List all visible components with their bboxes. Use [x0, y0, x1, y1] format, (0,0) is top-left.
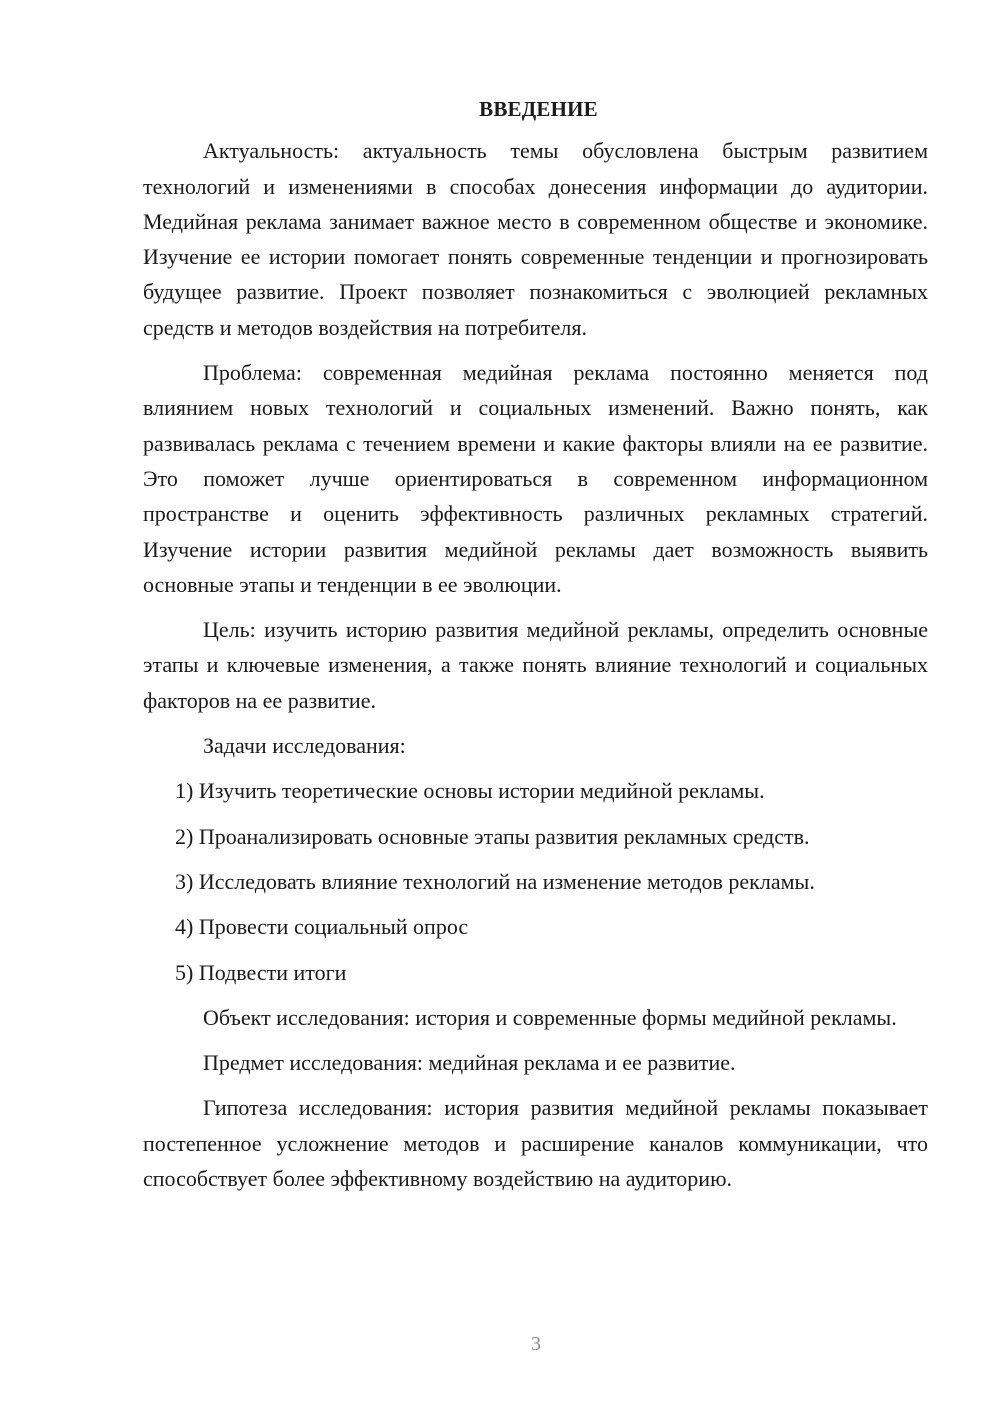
section-heading: ВВЕДЕНИЕ [479, 97, 598, 121]
tasks-list [143, 773, 928, 989]
task-item-5: 5) Подвести итоги [175, 959, 347, 985]
page-number: 3 [531, 1333, 541, 1355]
subject-paragraph: Предмет исследования: медийная реклама и ее развитие. [203, 1050, 736, 1076]
task-item-3: 3) Исследовать влияние технологий на изменение методов рекламы. [175, 868, 815, 894]
object-paragraph: Объект исследования: история и современные формы медийной рекламы. [203, 1004, 897, 1030]
hypothesis-paragraph: Гипотеза исследования: история развития медийной рекламы показывает постепенное усложнение методов и расширение каналов коммуникации, что способствует более эффективному воздействию на аудиторию. [143, 1095, 928, 1192]
relevance-paragraph: Актуальность: актуальность темы обусловлена быстрым развитием технологий и изменениями в способах донесения информации до аудитории. Медийная реклама занимает важное место в современном обществе и экономике. Изучение ее истории помогает понять современные тенденции и прогнозировать будущее развитие. Проект позволяет познакомиться с эволюцией рекламных средств и методов воздействия на потребителя. [143, 138, 928, 340]
tasks-heading: Задачи исследования: [203, 733, 406, 759]
goal-paragraph: Цель: изучить историю развития медийной рекламы, определить основные этапы и ключевые изменения, а также понять влияние технологий и социальных факторов на ее развитие. [143, 617, 928, 713]
task-item-4: 4) Провести социальный опрос [175, 914, 469, 940]
page-content [143, 92, 928, 1206]
task-item-1: 1) Изучить теоретические основы истории медийной рекламы. [175, 778, 765, 804]
problem-paragraph: Проблема: современная медийная реклама постоянно меняется под влиянием новых технологий и социальных изменений. Важно понять, как развивалась реклама с течением времени и какие факторы влияли на ее развитие. Это поможет лучше ориентироваться в современном информационном пространстве и оценить эффективность различных рекламных стратегий. Изучение истории развития медийной рекламы дает возможность выявить основные этапы и тенденции в ее эволюции. [143, 360, 928, 597]
task-item-2: 2) Проанализировать основные этапы развития рекламных средств. [175, 823, 810, 849]
